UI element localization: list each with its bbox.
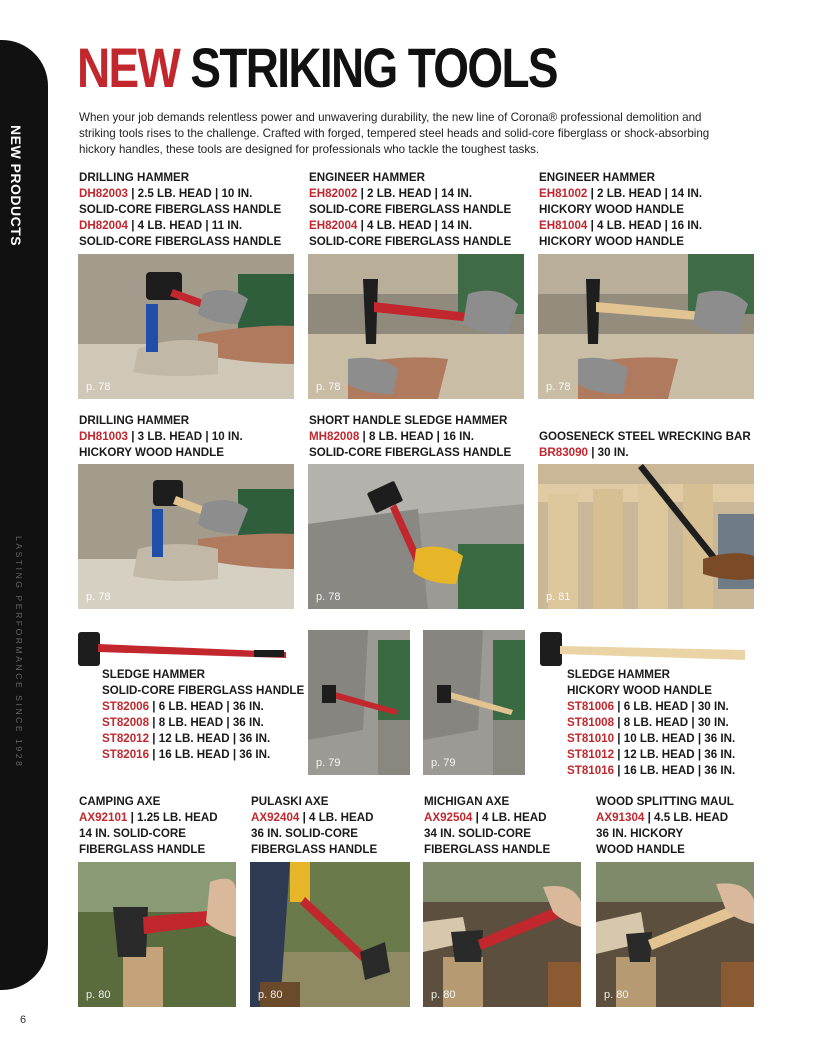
- sku-code: ST81006: [567, 700, 615, 713]
- product-name: PULASKI AXE: [251, 795, 329, 808]
- sku-spec: | 4 LB. HEAD | 14 IN.: [357, 219, 473, 232]
- page-ref: p. 80: [258, 989, 283, 1001]
- sku-code: AX92504: [424, 811, 473, 824]
- sku-spec: | 6 LB. HEAD | 36 IN.: [149, 700, 264, 713]
- sku-spec: | 16 LB. HEAD | 36 IN.: [614, 764, 736, 777]
- sku-code: EH81004: [539, 219, 588, 232]
- product-drilling-hammer-fiberglass: [79, 170, 281, 250]
- spec-line: [102, 715, 304, 731]
- product-sledge-hammer-wood: [567, 667, 735, 779]
- product-name: SLEDGE HAMMER: [102, 668, 206, 681]
- sku-code: ST81016: [567, 764, 615, 777]
- intro-paragraph: When your job demands relentless power and unwavering durability, the new line of Corona® professional demolition and striking tools rises to the challenge. Crafted with forged, tempered steel heads and solid-core fiberglass or shock-absorbing hickory handles, these tools are designed for professionals who tackle the toughest tasks.: [79, 111, 710, 156]
- spec-line: SOLID-CORE FIBERGLASS HANDLE: [102, 684, 305, 697]
- photo-drilling-hammer-wood: [78, 464, 294, 609]
- sku-code: DH82004: [79, 219, 128, 232]
- spec-line: [309, 429, 511, 445]
- product-camping-axe: [79, 794, 218, 858]
- spec-line: HICKORY WOOD HANDLE: [539, 235, 684, 248]
- photo-engineer-hammer-fiberglass: [308, 254, 524, 399]
- spec-line: 36 IN. SOLID-CORE: [251, 827, 358, 840]
- sku-code: EH82002: [309, 187, 358, 200]
- sku-spec: | 8 LB. HEAD | 16 IN.: [359, 430, 475, 443]
- sku-code: AX91304: [596, 811, 645, 824]
- sku-spec: | 16 LB. HEAD | 36 IN.: [149, 748, 271, 761]
- spec-line: SOLID-CORE FIBERGLASS HANDLE: [79, 235, 282, 248]
- sku-spec: | 3 LB. HEAD | 10 IN.: [128, 430, 243, 443]
- photo-splitting-maul: [596, 862, 754, 1007]
- product-engineer-hammer-fiberglass: [309, 170, 511, 250]
- spec-line: SOLID-CORE FIBERGLASS HANDLE: [309, 446, 512, 459]
- sku-code: ST82008: [102, 716, 150, 729]
- product-name: CAMPING AXE: [79, 795, 161, 808]
- product-wrecking-bar: [539, 429, 751, 461]
- spec-line: SOLID-CORE FIBERGLASS HANDLE: [309, 235, 512, 248]
- sku-code: AX92101: [79, 811, 128, 824]
- spec-line: [596, 810, 734, 826]
- photo-short-sledge-hammer: [308, 464, 524, 609]
- spec-line: WOOD HANDLE: [596, 843, 685, 856]
- sku-spec: | 2 LB. HEAD | 14 IN.: [587, 187, 703, 200]
- spec-line: HICKORY WOOD HANDLE: [79, 446, 224, 459]
- page-ref: p. 80: [431, 989, 456, 1001]
- sku-spec: | 2.5 LB. HEAD | 10 IN.: [128, 187, 253, 200]
- product-name: SLEDGE HAMMER: [567, 668, 671, 681]
- spec-line: HICKORY WOOD HANDLE: [567, 684, 712, 697]
- spec-line: [309, 218, 511, 234]
- product-michigan-axe: [424, 794, 550, 858]
- page-ref: p. 79: [316, 757, 341, 769]
- sku-code: BR83090: [539, 446, 588, 459]
- product-drilling-hammer-wood: [79, 413, 243, 461]
- product-engineer-hammer-wood: [539, 170, 702, 250]
- spec-line: [79, 429, 243, 445]
- page-title: [77, 36, 557, 99]
- spec-line: [251, 810, 377, 826]
- spec-line: [567, 747, 735, 763]
- spec-line: FIBERGLASS HANDLE: [79, 843, 206, 856]
- sku-code: ST82016: [102, 748, 150, 761]
- photo-wrecking-bar: [538, 464, 754, 609]
- sku-code: MH82008: [309, 430, 360, 443]
- photo-engineer-hammer-wood: [538, 254, 754, 399]
- sku-code: DH81003: [79, 430, 128, 443]
- spec-line: [102, 731, 304, 747]
- product-name: DRILLING HAMMER: [79, 171, 190, 184]
- product-splitting-maul: [596, 794, 734, 858]
- sku-spec: | 4 LB. HEAD: [299, 811, 374, 824]
- sku-spec: | 1.25 LB. HEAD: [127, 811, 218, 824]
- product-sledge-hammer-fiberglass: [102, 667, 304, 763]
- spec-line: [79, 186, 281, 202]
- page-ref: p. 79: [431, 757, 456, 769]
- spec-line: HICKORY WOOD HANDLE: [539, 203, 684, 216]
- sku-spec: | 4 LB. HEAD | 11 IN.: [128, 219, 243, 232]
- product-name: WOOD SPLITTING MAUL: [596, 795, 734, 808]
- sku-spec: | 30 IN.: [588, 446, 629, 459]
- spec-line: [79, 810, 218, 826]
- spec-line: [79, 218, 281, 234]
- spec-line: [102, 699, 304, 715]
- spec-line: [539, 445, 751, 461]
- product-short-sledge-hammer: [309, 413, 511, 461]
- sku-spec: | 8 LB. HEAD | 36 IN.: [149, 716, 264, 729]
- sku-code: ST82006: [102, 700, 150, 713]
- sku-code: DH82003: [79, 187, 128, 200]
- sku-code: ST81012: [567, 748, 615, 761]
- title-rest: STRIKING TOOLS: [179, 36, 557, 99]
- spec-line: [567, 699, 735, 715]
- spec-line: [424, 810, 550, 826]
- sku-code: AX92404: [251, 811, 300, 824]
- page-ref: p. 81: [546, 591, 571, 603]
- spec-line: SOLID-CORE FIBERGLASS HANDLE: [309, 203, 512, 216]
- image-sledge-hammer-fiberglass: [78, 630, 288, 670]
- page-ref: p. 78: [546, 381, 571, 393]
- sku-spec: | 12 LB. HEAD | 36 IN.: [149, 732, 271, 745]
- side-motto: LASTING PERFORMANCE SINCE 1928: [14, 536, 24, 769]
- photo-michigan-axe: [423, 862, 581, 1007]
- sku-code: EH82004: [309, 219, 358, 232]
- sku-spec: | 4.5 LB. HEAD: [644, 811, 729, 824]
- spec-line: [539, 186, 702, 202]
- photo-sledge-hammer-fiberglass-action: [308, 630, 410, 775]
- page-ref: p. 78: [86, 591, 111, 603]
- spec-line: 36 IN. HICKORY: [596, 827, 684, 840]
- title-new: NEW: [77, 36, 180, 99]
- spec-line: FIBERGLASS HANDLE: [251, 843, 378, 856]
- sku-code: ST81008: [567, 716, 615, 729]
- sku-code: ST82012: [102, 732, 150, 745]
- sku-spec: | 8 LB. HEAD | 30 IN.: [614, 716, 729, 729]
- spec-line: [567, 731, 735, 747]
- product-pulaski-axe: [251, 794, 377, 858]
- photo-sledge-hammer-wood-action: [423, 630, 525, 775]
- page-ref: p. 78: [316, 591, 341, 603]
- spec-line: 34 IN. SOLID-CORE: [424, 827, 531, 840]
- spec-line: FIBERGLASS HANDLE: [424, 843, 551, 856]
- sku-spec: | 2 LB. HEAD | 14 IN.: [357, 187, 473, 200]
- sku-spec: | 4 LB. HEAD: [472, 811, 547, 824]
- sku-code: ST81010: [567, 732, 615, 745]
- spec-line: 14 IN. SOLID-CORE: [79, 827, 186, 840]
- sku-spec: | 10 LB. HEAD | 36 IN.: [614, 732, 736, 745]
- side-tab-label: NEW PRODUCTS: [8, 125, 24, 247]
- sku-code: EH81002: [539, 187, 588, 200]
- image-sledge-hammer-wood: [540, 630, 746, 670]
- product-name: SHORT HANDLE SLEDGE HAMMER: [309, 414, 508, 427]
- photo-camping-axe: [78, 862, 236, 1007]
- photo-drilling-hammer-fiberglass: [78, 254, 294, 399]
- spec-line: [102, 747, 304, 763]
- photo-pulaski-axe: [250, 862, 410, 1007]
- spec-line: [567, 763, 735, 779]
- sku-spec: | 6 LB. HEAD | 30 IN.: [614, 700, 729, 713]
- spec-line: [309, 186, 511, 202]
- sku-spec: | 4 LB. HEAD | 16 IN.: [587, 219, 703, 232]
- product-name: ENGINEER HAMMER: [309, 171, 425, 184]
- page-ref: p. 78: [86, 381, 111, 393]
- spec-line: [567, 715, 735, 731]
- page-ref: p. 78: [316, 381, 341, 393]
- spec-line: [539, 218, 702, 234]
- page-ref: p. 80: [86, 989, 111, 1001]
- product-name: GOOSENECK STEEL WRECKING BAR: [539, 430, 751, 443]
- spec-line: SOLID-CORE FIBERGLASS HANDLE: [79, 203, 282, 216]
- product-name: MICHIGAN AXE: [424, 795, 510, 808]
- sku-spec: | 12 LB. HEAD | 36 IN.: [614, 748, 736, 761]
- page-number: 6: [20, 1014, 27, 1026]
- page-ref: p. 80: [604, 989, 629, 1001]
- product-name: DRILLING HAMMER: [79, 414, 190, 427]
- product-name: ENGINEER HAMMER: [539, 171, 655, 184]
